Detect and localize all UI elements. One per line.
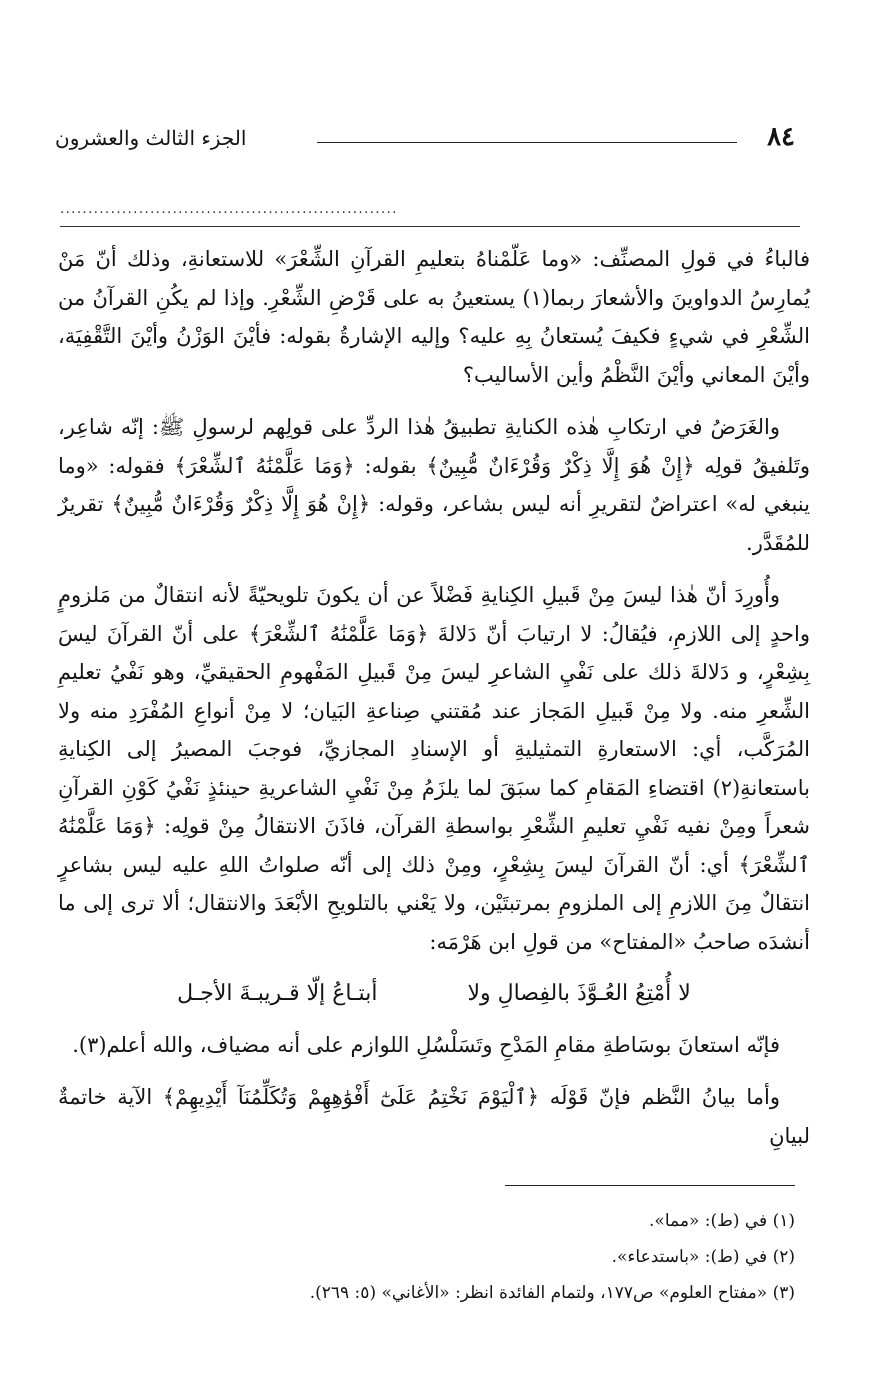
footnote-2: (٢) في (ط): «باستدعاء».: [611, 1247, 795, 1267]
paragraph-2: والغَرَضُ في ارتكابِ هٰذه الكنايةِ تطبيقُ هٰذا الردِّ على قولِهم لرسولِ ﷺ: إنّه شاعِر، وتَلفيقُ قولِه ﴿إِنْ هُوَ إِلَّا ذِكْرٌ وَقُرْءَانٌ مُّبِينٌ﴾ بقوله: ﴿وَمَا عَلَّمْنَٰهُ ٱلشِّعْرَ﴾ فقوله: «وما ينبغي له» اعتراضٌ لتقريرِ أنه ليس بشاعر، وقوله: ﴿إِنْ هُوَ إِلَّا ذِكْرٌ وَقُرْءَانٌ مُّبِينٌ﴾ تقريرٌ للمُقَدَّر.: [58, 415, 810, 555]
verse-first-hemistich: لا أُمْتِعُ العُـوَّذَ بالفِصالِ ولا: [467, 981, 691, 1006]
verse-second-hemistich: أبتـاعُ إلّا قـريبـةَ الأجـل: [177, 981, 378, 1006]
main-text: [58, 240, 810, 1169]
paragraph-3: وأُورِدَ أنّ هٰذا ليسَ مِنْ قَبيلِ الكِنايةِ فَضْلاً عن أن يكونَ تلويحيّةً لأنه انتقالٌ من مَلزومٍ واحدٍ إلى اللازمِ، فيُقالُ: لا ارتيابَ أنّ دَلالةَ ﴿وَمَا عَلَّمْنَٰهُ ٱلشِّعْرَ﴾ على أنّ القرآنَ ليسَ بِشِعْرٍ، و دَلالةَ ذلك على نَفْيِ الشاعرِ ليسَ مِنْ قَبيلِ المَفْهومِ الحقيقيِّ، وهو نَفْيُ تعليمِ الشِّعرِ منه. ولا مِنْ قَبيلِ المَجاز عند مُقتني صِناعةِ البَيان؛ لا مِنْ أنواعِ المُفْرَدِ منه ولا المُرَكَّب، أي: الاستعارةِ التمثيليةِ أو الإسنادِ المجازيِّ، فوجبَ المصيرُ إلى الكِنايةِ باستعانةِ(٢) اقتضاءِ المَقامِ كما سبَقَ لما يلزَمُ مِنْ نَفْيِ الشاعريةِ حينئذٍ نَفْيُ كَوْنِ القرآنِ شعراً ومِنْ نفيه نَفْيِ تعليمِ الشِّعْرِ بواسطةِ القرآن، فاذَنَ الانتقالُ مِنْ قولِه: ﴿وَمَا عَلَّمْنَٰهُ ٱلشِّعْرَ﴾ أي: أنّ القرآنَ ليسَ بِشِعْرٍ، ومِنْ ذلك إلى أنّه صلواتُ اللهِ عليه ليس بشاعرٍ انتقالٌ مِنَ اللازمِ إلى الملزومِ بمرتبتَيْن، ولا يَعْني بالتلويحِ الأبْعَدَ والانتقال؛ ألا ترى إلى ما أنشدَه صاحبُ «المفتاح» من قولِ ابن هَرْمَه:: [58, 583, 810, 954]
paragraph-5: وأما بيانُ النَّظم فإنّ قَوْلَه ﴿ٱلْيَوْمَ نَخْتِمُ عَلَىٰٓ أَفْوَٰهِهِمْ وَتُكَلِّمُنَآ أَيْدِيهِمْ﴾ الآية خاتمةٌ لبيانِ: [58, 1085, 810, 1148]
footnotes: [75, 1203, 795, 1311]
paragraph-1: فالباءُ في قولِ المصنِّف: «وما عَلّمْناهُ بتعليمِ القرآنِ الشِّعْرَ» للاستعانةِ، وذلك أنّ مَنْ يُمارِسُ الدواوينَ والأشعارَ ربما(١) يستعينُ به على قَرْضِ الشِّعْرِ. وإذا لم يكُنِ القرآنُ من الشِّعْرِ في شيءٍ فكيفَ يُستعانُ بِهِ عليه؟ وإليه الإشارةُ بقوله: فأيْنَ الوَزْنُ وأيْنَ التَّقْفِيَة، وأيْنَ المعاني وأيْنَ النَّظْمُ وأين الأساليب؟: [58, 247, 810, 387]
header-rule: [317, 142, 737, 143]
running-title: الجزء الثالث والعشرون: [55, 126, 247, 150]
footnote-3: (٣) «مفتاح العلوم» ص١٧٧، ولتمام الفائدة انظر: «الأغاني» (٥: ٢٦٩).: [309, 1283, 795, 1303]
page-number: ٨٤: [767, 122, 795, 152]
footnote-1: (١) في (ط): «مما».: [649, 1211, 795, 1231]
poetry-verse: [58, 975, 810, 1014]
paragraph-4: فإنّه استعانَ بوسَاطةِ مقامِ المَدْحِ وتَسَلْسُلِ اللوازم على أنه مضياف، والله أعلم(٣).: [72, 1032, 780, 1057]
body-rule: [60, 226, 800, 227]
page-header: [55, 118, 795, 158]
dotted-separator: ............................................................: [60, 202, 398, 217]
footnote-rule: [505, 1185, 795, 1186]
